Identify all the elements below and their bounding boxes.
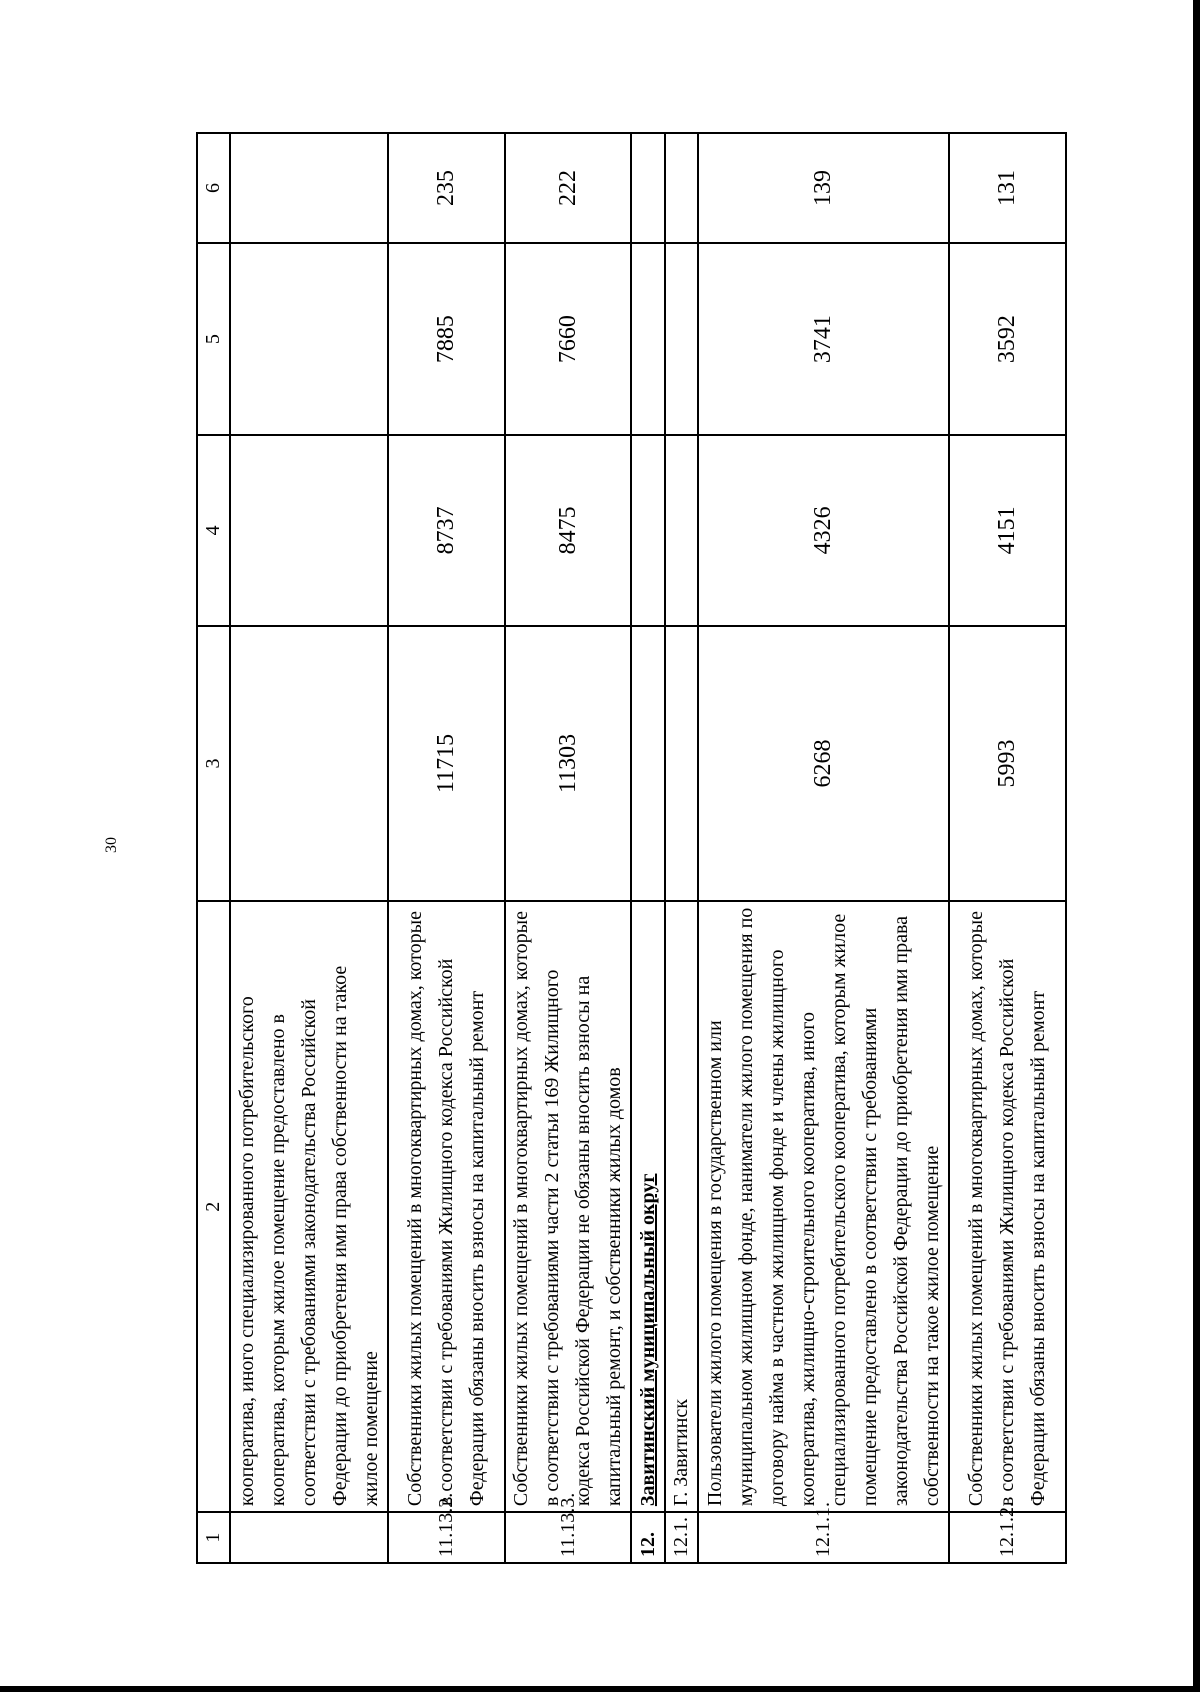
row-number: 12. xyxy=(631,1512,664,1563)
row-number: 12.1.2. xyxy=(949,1512,1066,1563)
table-header-row xyxy=(197,133,230,1563)
header-cell: 5 xyxy=(197,243,230,435)
value-col-6: 139 xyxy=(698,133,949,243)
value-col-4: 8475 xyxy=(505,435,632,625)
table-row xyxy=(665,133,698,1563)
value-col-4 xyxy=(631,435,664,625)
value-col-4 xyxy=(665,435,698,625)
header-cell: 3 xyxy=(197,626,230,902)
header-cell: 4 xyxy=(197,435,230,625)
value-col-5: 7885 xyxy=(388,243,505,435)
value-col-4: 4326 xyxy=(698,435,949,625)
rotated-table-container xyxy=(196,132,1067,1564)
header-cell: 1 xyxy=(197,1512,230,1563)
value-col-4 xyxy=(230,435,388,625)
value-col-4: 4151 xyxy=(949,435,1066,625)
value-col-4: 8737 xyxy=(388,435,505,625)
page-number: 30 xyxy=(103,837,120,853)
header-cell: 2 xyxy=(197,901,230,1512)
table-row xyxy=(230,133,388,1563)
table-row xyxy=(388,133,505,1563)
header-cell: 6 xyxy=(197,133,230,243)
row-description: Собственники жилых помещений в многоквартирных домах, которые в соответствии с требованиями Жилищного кодекса Российской Федерации обязаны вносить взносы на капитальный ремонт xyxy=(949,901,1066,1512)
value-col-5: 7660 xyxy=(505,243,632,435)
value-col-6: 222 xyxy=(505,133,632,243)
table-row xyxy=(631,133,664,1563)
value-col-3 xyxy=(230,626,388,902)
row-description: Пользователи жилого помещения в государственном или муниципальном жилищном фонде, наниматели жилого помещения по договору найма в частном жилищном фонде и члены жилищного кооператива, жилищно-строительного кооператива, иного специализированного потребительского кооператива, которым жилое помещение предоставлено в соответствии с требованиями законодательства Российской Федерации до приобретения ими права собственности на такое жилое помещение xyxy=(698,901,949,1512)
row-description: Г. Завитинск xyxy=(665,901,698,1512)
value-col-3: 6268 xyxy=(698,626,949,902)
row-description: кооператива, иного специализированного потребительского кооператива, которым жилое помещение предоставлено в соответствии с требованиями законодательства Российской Федерации до приобретения ими права собственности на такое жилое помещение xyxy=(230,901,388,1512)
value-col-5 xyxy=(230,243,388,435)
table-row xyxy=(949,133,1066,1563)
row-number: 12.1.1. xyxy=(698,1512,949,1563)
value-col-3: 11303 xyxy=(505,626,632,902)
value-col-6: 235 xyxy=(388,133,505,243)
table-row xyxy=(505,133,632,1563)
scan-edge-right xyxy=(1193,0,1200,1692)
scan-edge-bottom xyxy=(0,1686,1200,1692)
value-col-6 xyxy=(665,133,698,243)
row-description: Собственники жилых помещений в многоквартирных домах, которые в соответствии с требованиями Жилищного кодекса Российской Федерации обязаны вносить взносы на капитальный ремонт xyxy=(388,901,505,1512)
row-number: 12.1. xyxy=(665,1512,698,1563)
row-description: Завитинский муниципальный округ xyxy=(631,901,664,1512)
table-row xyxy=(698,133,949,1563)
tariff-table xyxy=(196,132,1067,1564)
value-col-5 xyxy=(665,243,698,435)
value-col-3 xyxy=(631,626,664,902)
value-col-6 xyxy=(631,133,664,243)
value-col-5: 3592 xyxy=(949,243,1066,435)
row-description: Собственники жилых помещений в многоквартирных домах, которые в соответствии с требованиями части 2 статьи 169 Жилищного кодекса Российской Федерации не обязаны вносить взносы на капитальный ремонт, и собственники жилых домов xyxy=(505,901,632,1512)
value-col-5 xyxy=(631,243,664,435)
value-col-6: 131 xyxy=(949,133,1066,243)
row-number xyxy=(230,1512,388,1563)
value-col-3: 11715 xyxy=(388,626,505,902)
value-col-3: 5993 xyxy=(949,626,1066,902)
value-col-5: 3741 xyxy=(698,243,949,435)
row-number: 11.13.3. xyxy=(505,1512,632,1563)
value-col-3 xyxy=(665,626,698,902)
value-col-6 xyxy=(230,133,388,243)
row-number: 11.13.2. xyxy=(388,1512,505,1563)
